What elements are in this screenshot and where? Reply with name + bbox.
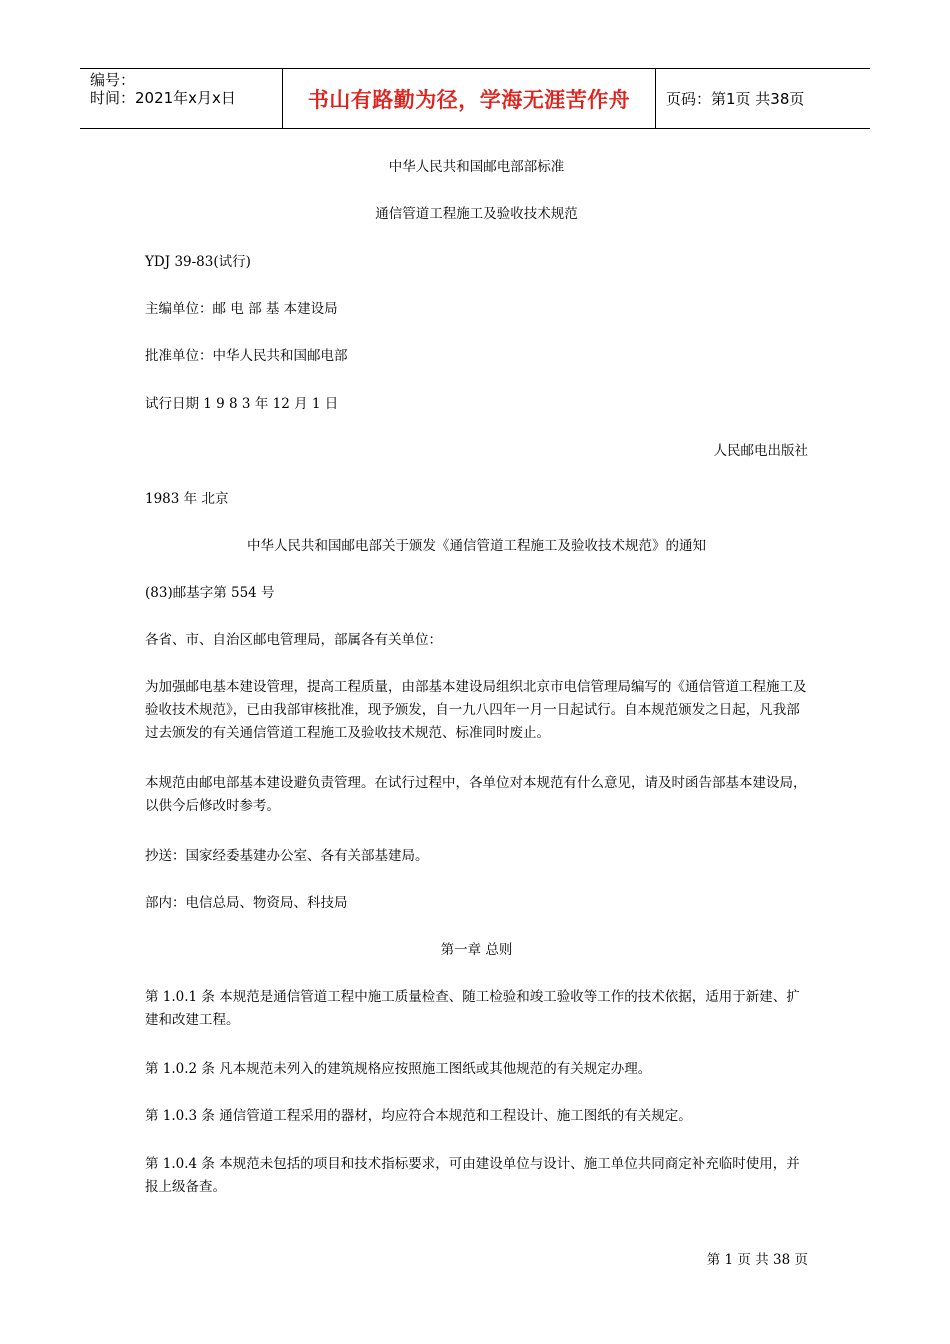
chapter-heading: 第一章 总则 [440, 942, 513, 958]
trial-date: 试行日期 1 9 8 3 年 12 月 1 日 [145, 396, 339, 412]
spec-code: YDJ 39-83(试行) [145, 254, 251, 270]
notice-title: 中华人民共和国邮电部关于颁发《通信管道工程施工及验收技术规范》的通知 [247, 538, 706, 554]
editor-unit: 主编单位：邮 电 部 基 本建设局 [145, 301, 338, 317]
notice-paragraph-2: 本规范由邮电部基本建设避负责管理。在试行过程中，各单位对本规范有什么意见，请及时函告部基本建设局，以供今后修改时参考。 [145, 775, 807, 814]
cc-list: 抄送：国家经委基建办公室、各有关部基建局。 [145, 848, 429, 864]
approver-unit: 批准单位：中华人民共和国邮电部 [145, 348, 348, 364]
header-motto: 书山有路勤为径，学海无涯苦作舟 [282, 69, 656, 128]
notice-paragraph-1: 为加强邮电基本建设管理，提高工程质量，由部基本建设局组织北京市电信管理局编写的《通信管道工程施工及验收技术规范》，已由我部审核批准，现予颁发，自一九八四年一月一日起试行。自本规范颁发之日起，凡我部过去颁发的有关通信管道工程施工及验收技术规范、标准同时废止。 [145, 679, 807, 741]
doc-time-label: 时间：2021年x月x日 [90, 89, 236, 107]
footer-page-number: 第 1 页 共 38 页 [706, 1252, 808, 1268]
article-1-0-3: 第 1.0.3 条 通信管道工程采用的器材，均应符合本规范和工程设计、施工图纸的有关规定。 [145, 1108, 692, 1124]
spec-title: 通信管道工程施工及验收技术规范 [375, 206, 578, 222]
doc-reference-number: (83)邮基字第 554 号 [145, 585, 275, 601]
place-year: 1983 年 北京 [145, 491, 229, 507]
internal-distribution: 部内：电信总局、物资局、科技局 [145, 895, 348, 911]
article-1-0-2: 第 1.0.2 条 凡本规范未列入的建筑规格应按照施工图纸或其他规范的有关规定办理。 [145, 1061, 652, 1077]
doc-number-label: 编号： [90, 71, 136, 89]
addressee: 各省、市、自治区邮电管理局，部属各有关单位： [145, 632, 442, 648]
article-1-0-1: 第 1.0.1 条 本规范是通信管道工程中施工质量检查、随工检验和竣工验收等工作的技术依据，适用于新建、扩建和改建工程。 [145, 989, 800, 1028]
standard-title: 中华人民共和国邮电部部标准 [388, 159, 565, 175]
header-table [80, 68, 870, 129]
publisher: 人民邮电出版社 [713, 443, 808, 459]
article-1-0-4: 第 1.0.4 条 本规范未包括的项目和技术指标要求，可由建设单位与设计、施工单位共同商定补充临时使用，并报上级备查。 [145, 1156, 800, 1195]
header-meta [80, 69, 282, 128]
header-page-label: 页码：第1页 共38页 [666, 90, 805, 108]
